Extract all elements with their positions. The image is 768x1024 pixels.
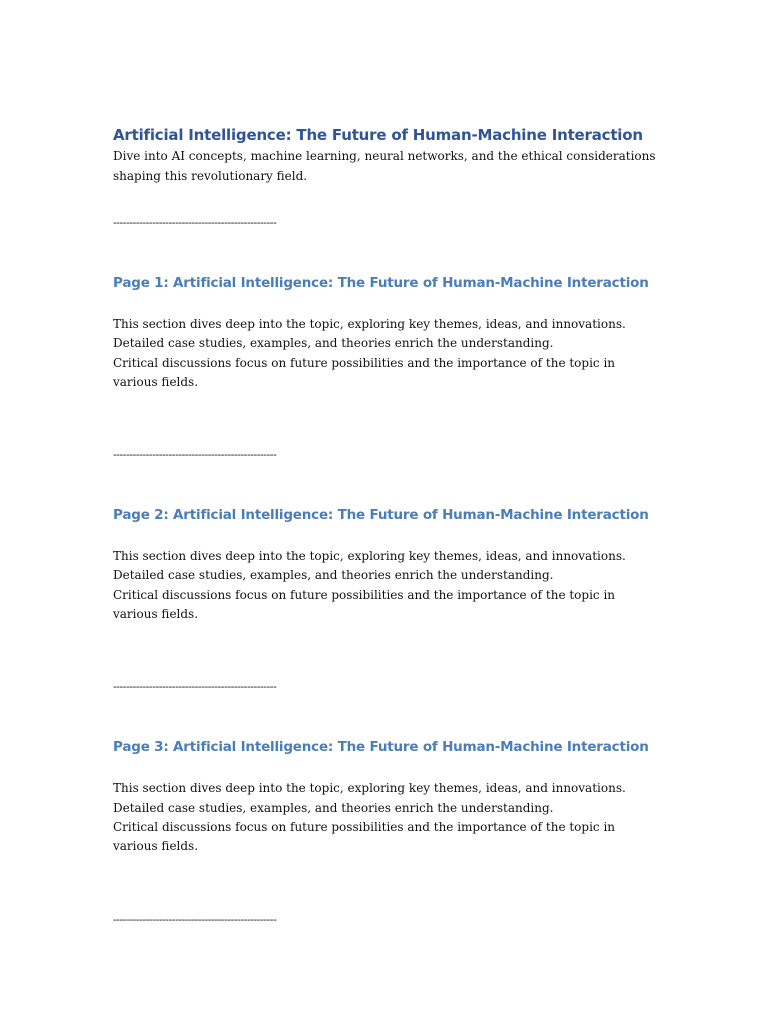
section-line: Detailed case studies, examples, and theories enrich the understanding. bbox=[113, 568, 554, 583]
section-heading: Page 1: Artificial Intelligence: The Future of Human-Machine Interaction bbox=[113, 275, 649, 291]
section-page-1 bbox=[113, 273, 658, 462]
document-intro: Dive into AI concepts, machine learning, neural networks, and the ethical considerations shaping this revolutionary field. bbox=[113, 149, 656, 183]
section-line: Critical discussions focus on future possibilities and the importance of the topic in various fields. bbox=[113, 819, 616, 854]
section-body bbox=[113, 547, 658, 624]
section-body bbox=[113, 779, 658, 856]
divider: -------------------------------------------------- bbox=[113, 680, 277, 694]
section-line: Detailed case studies, examples, and theories enrich the understanding. bbox=[113, 800, 554, 815]
divider: -------------------------------------------------- bbox=[113, 448, 277, 462]
section-line: This section dives deep into the topic, exploring key themes, ideas, and innovations. bbox=[113, 317, 626, 331]
section-heading: Page 2: Artificial Intelligence: The Future of Human-Machine Interaction bbox=[113, 507, 649, 524]
document-page bbox=[113, 124, 658, 927]
divider: -------------------------------------------------- bbox=[113, 216, 277, 229]
section-page-2 bbox=[113, 505, 658, 694]
section-page-3 bbox=[113, 737, 658, 926]
section-line: Detailed case studies, examples, and theories enrich the understanding. bbox=[113, 336, 554, 351]
section-line: Critical discussions focus on future possibilities and the importance of the topic in various fields. bbox=[113, 355, 616, 389]
section-line: This section dives deep into the topic, exploring key themes, ideas, and innovations. bbox=[113, 781, 626, 796]
section-body bbox=[113, 315, 658, 392]
document-title: Artificial Intelligence: The Future of Human-Machine Interaction bbox=[113, 126, 643, 144]
section-heading: Page 3: Artificial Intelligence: The Future of Human-Machine Interaction bbox=[113, 739, 649, 756]
section-line: This section dives deep into the topic, exploring key themes, ideas, and innovations. bbox=[113, 549, 626, 564]
divider: -------------------------------------------------- bbox=[113, 912, 277, 926]
section-line: Critical discussions focus on future possibilities and the importance of the topic in various fields. bbox=[113, 587, 616, 622]
